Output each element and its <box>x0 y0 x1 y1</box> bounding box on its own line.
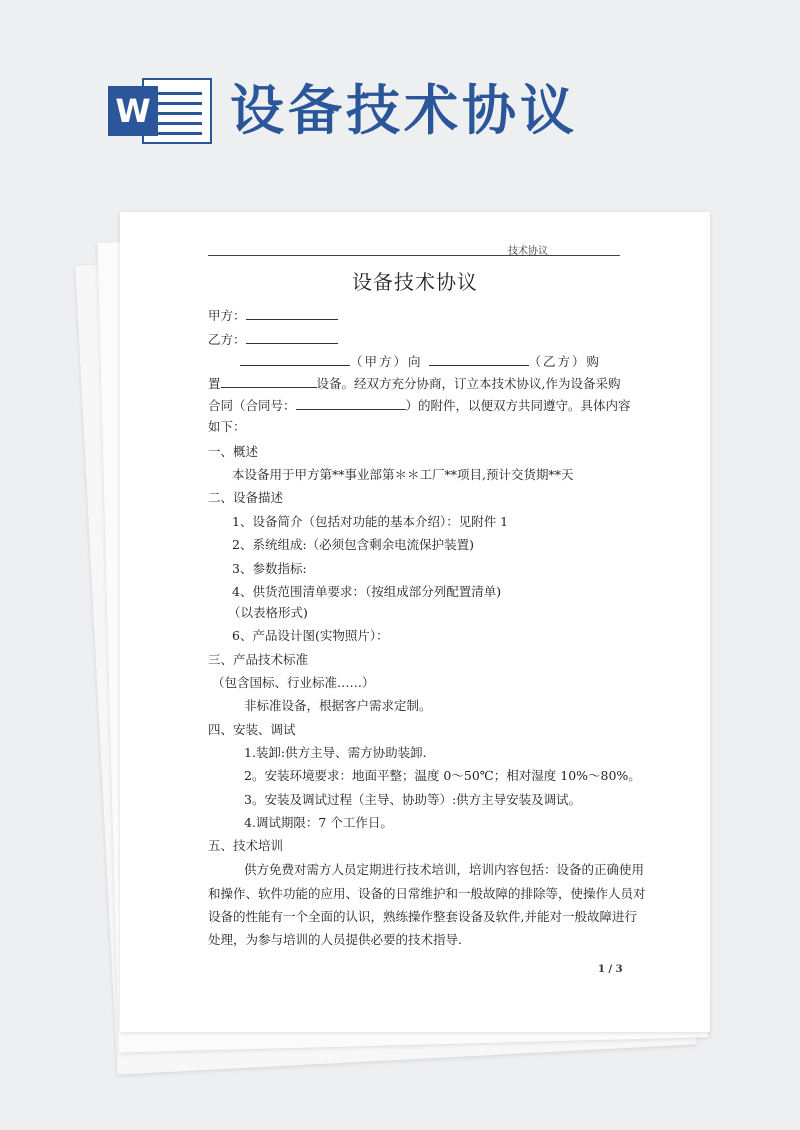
section-2-item-4: 4、供货范围清单要求：（按组成部分列配置清单) <box>232 584 502 599</box>
section-5-line-4: 处理，为参与培训的人员提供必要的技术指导. <box>208 932 462 947</box>
party-a-line <box>208 307 338 324</box>
section-4-title: 四、安装、调试 <box>208 722 296 737</box>
party-a-label: 甲方： <box>208 308 246 323</box>
intro-seg-6: ）的附件，以便双方共同遵守。具体内容 <box>405 398 631 413</box>
party-b-line <box>208 331 338 348</box>
word-document-icon <box>108 78 212 144</box>
section-2-table-note: （以表格形式) <box>228 605 308 620</box>
section-1-title: 一、概述 <box>208 444 259 459</box>
intro-line-4: 如下： <box>208 419 246 434</box>
section-3-note: （包含国标、行业标准……） <box>212 675 375 690</box>
section-5-line-3: 设备的性能有一个全面的认识，熟练操作整套设备及软件,并能对一般故障进行 <box>208 909 637 924</box>
section-2-item-1: 1、设备简介（包括对功能的基本介绍）：见附件 1 <box>232 514 509 529</box>
contract-number-blank <box>296 397 406 410</box>
intro-seg-4: 设备。经双方充分协商，订立本技术协议,作为设备采购 <box>316 376 621 391</box>
intro-seg-3: 置 <box>208 376 221 391</box>
section-2-title: 二、设备描述 <box>208 490 284 505</box>
section-5-line-1: 供方免费对需方人员定期进行技术培训，培训内容包括：设备的正确使用 <box>244 862 645 877</box>
section-4-item-4: 4.调试期限：7 个工作日。 <box>244 815 393 830</box>
intro-seg-1: （甲方）向 <box>350 354 423 369</box>
section-4-item-3: 3。安装及调试过程（主导、协助等）:供方主导安装及调试。 <box>244 792 582 807</box>
header-rule <box>208 255 620 256</box>
intro-blank-a <box>240 353 350 366</box>
section-2-item-3: 3、参数指标: <box>232 561 307 576</box>
section-2-item-2: 2、系统组成:（必须包含剩余电流保护装置) <box>232 537 475 552</box>
document-page <box>120 212 710 1032</box>
banner <box>0 0 800 200</box>
intro-seg-2: （乙方）购 <box>528 354 602 369</box>
section-3-body: 非标准设备，根据客户需求定制。 <box>244 698 432 713</box>
section-1-body: 本设备用于甲方第**事业部第＊＊工厂**项目,预计交货期**天 <box>232 467 574 482</box>
section-5-title: 五、技术培训 <box>208 838 284 853</box>
intro-line-2 <box>208 375 621 392</box>
party-b-blank <box>246 331 338 344</box>
word-logo-tile: W <box>108 86 158 136</box>
section-4-item-1: 1.装卸:供方主导、需方协助装卸. <box>244 745 427 760</box>
page-number: 1 / 3 <box>598 964 623 975</box>
intro-seg-5: 合同（合同号： <box>208 398 296 413</box>
section-2-item-6: 6、产品设计图(实物照片）： <box>232 628 389 643</box>
intro-blank-c <box>221 375 317 388</box>
party-a-blank <box>246 307 338 320</box>
section-3-title: 三、产品技术标准 <box>208 652 309 667</box>
banner-title: 设备技术协议 <box>230 79 578 142</box>
intro-line-1 <box>240 353 601 370</box>
section-4-item-2: 2。安装环境要求：地面平整；温度 0～50℃；相对湿度 10%～80%。 <box>244 768 641 783</box>
intro-blank-b <box>429 353 529 366</box>
section-5-line-2: 和操作、软件功能的应用、设备的日常维护和一般故障的排除等，使操作人员对 <box>208 886 646 901</box>
document-title: 设备技术协议 <box>352 270 478 294</box>
intro-line-3 <box>208 397 631 414</box>
page-header: 技术协议 <box>508 246 548 257</box>
party-b-label: 乙方： <box>208 332 246 347</box>
